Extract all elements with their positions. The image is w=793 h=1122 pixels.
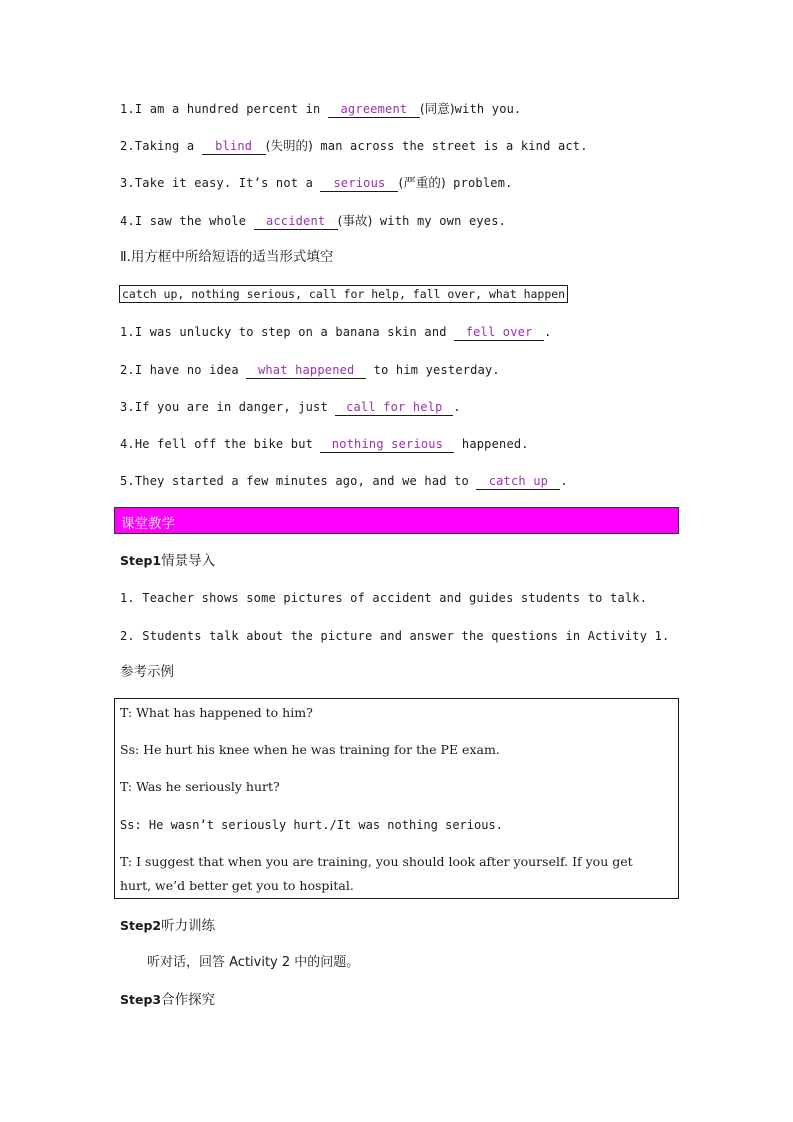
item-text: happened. bbox=[454, 437, 529, 451]
dialog-box bbox=[114, 698, 679, 899]
item-text: . bbox=[453, 400, 461, 414]
item-text: 3.If you are in danger, just bbox=[120, 400, 336, 414]
answer-blank: nothing serious bbox=[320, 437, 454, 453]
item-text: with you. bbox=[454, 102, 522, 116]
answer-blank: what happened bbox=[246, 363, 366, 379]
item-text: 4.I saw the whole bbox=[120, 214, 254, 228]
dialog-line: T: Was he seriously hurt? bbox=[120, 779, 280, 794]
item-text: 2.Taking a bbox=[120, 139, 202, 153]
item-text: 5.They started a few minutes ago, and we had to bbox=[120, 474, 477, 488]
dialog-line: Ss: He hurt his knee when he was training for the PE exam. bbox=[120, 742, 500, 757]
dialog-line: hurt, we’d better get you to hospital. bbox=[120, 878, 354, 893]
answer-blank: catch up bbox=[476, 474, 560, 490]
chinese-hint: (同意) bbox=[419, 101, 455, 116]
phrase-list: catch up, nothing serious, call for help, fall over, what happen bbox=[122, 287, 566, 301]
answer-blank: call for help bbox=[335, 400, 453, 416]
item-text: to him yesterday. bbox=[366, 363, 500, 377]
step-label: Step2 bbox=[120, 918, 162, 933]
exercise-item bbox=[120, 362, 500, 379]
answer-blank: accident bbox=[254, 214, 338, 230]
item-text: . bbox=[560, 474, 568, 488]
exercise-item bbox=[120, 399, 461, 416]
exercise-item bbox=[120, 473, 568, 490]
section-heading: Ⅱ.用方框中所给短语的适当形式填空 bbox=[120, 249, 334, 265]
item-text: with my own eyes. bbox=[372, 214, 507, 228]
step-title: 情景导入 bbox=[161, 553, 216, 569]
answer-blank: fell over bbox=[454, 325, 544, 341]
item-text: 2.I have no idea bbox=[120, 363, 247, 377]
dialog-line: T: I suggest that when you are training, you should look after yourself. If you get bbox=[120, 854, 633, 869]
item-text: man across the street is a kind act. bbox=[312, 139, 588, 153]
chinese-hint: (失明的) bbox=[265, 138, 313, 153]
paragraph: 1. Teacher shows some pictures of accident and guides students to talk. bbox=[120, 591, 648, 605]
dialog-line: T: What has happened to him? bbox=[120, 705, 313, 720]
answer-blank: agreement bbox=[328, 102, 420, 118]
paragraph: 听对话，回答 Activity 2 中的问题。 bbox=[147, 955, 360, 970]
paragraph: 2. Students talk about the picture and answer the questions in Activity 1. bbox=[120, 629, 670, 643]
item-text: 4.He fell off the bike but bbox=[120, 437, 321, 451]
step-label: Step3 bbox=[120, 992, 162, 1007]
exercise-item bbox=[120, 213, 506, 230]
step-title: 听力训练 bbox=[161, 918, 216, 934]
exercise-item bbox=[120, 138, 588, 155]
item-text: 3.Take it easy. It’s not a bbox=[120, 176, 321, 190]
item-text: problem. bbox=[445, 176, 513, 190]
item-text: 1.I am a hundred percent in bbox=[120, 102, 328, 116]
chinese-hint: (事故) bbox=[337, 213, 373, 228]
item-text: 1.I was unlucky to step on a banana skin and bbox=[120, 325, 455, 339]
chinese-hint: (严重的) bbox=[398, 175, 446, 190]
item-text: . bbox=[544, 325, 552, 339]
exercise-item bbox=[120, 101, 521, 118]
step-title: 合作探究 bbox=[161, 992, 216, 1008]
section-banner bbox=[114, 507, 679, 534]
banner-label: 课堂教学 bbox=[121, 516, 175, 532]
answer-blank: serious bbox=[320, 176, 398, 192]
step-heading bbox=[120, 991, 215, 1009]
dialog-line: Ss: He wasn’t seriously hurt./It was nothing serious. bbox=[120, 818, 503, 832]
phrase-box bbox=[119, 285, 568, 303]
exercise-item bbox=[120, 436, 529, 453]
answer-blank: blind bbox=[202, 139, 266, 155]
exercise-item bbox=[120, 324, 552, 341]
example-heading: 参考示例 bbox=[120, 664, 174, 680]
exercise-item bbox=[120, 175, 513, 192]
step-heading bbox=[120, 917, 215, 935]
step-label: Step1 bbox=[120, 553, 162, 568]
step-heading bbox=[120, 552, 215, 570]
